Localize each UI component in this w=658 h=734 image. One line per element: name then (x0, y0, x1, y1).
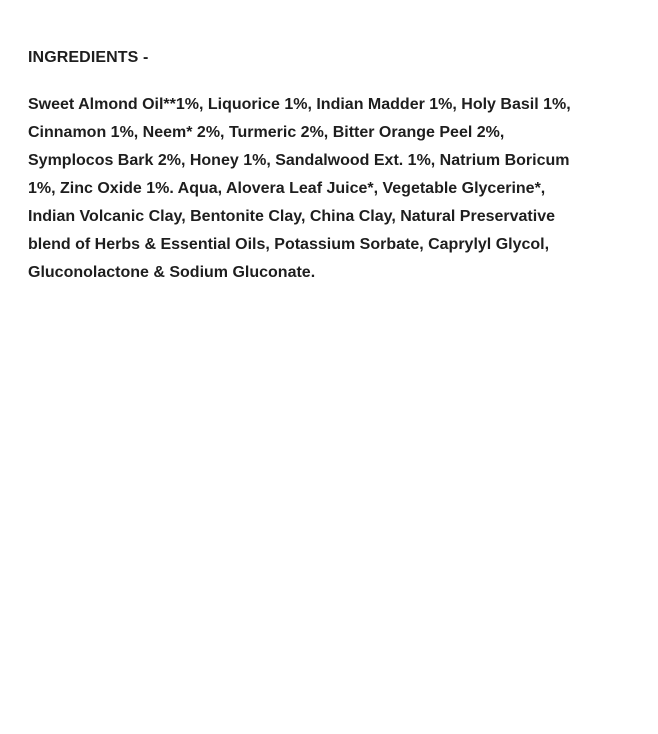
ingredients-line: Gluconolactone & Sodium Gluconate. (28, 264, 316, 281)
ingredients-line: blend of Herbs & Essential Oils, Potassium Sorbate, Caprylyl Glycol, (28, 236, 550, 253)
ingredients-line: Sweet Almond Oil**1%, Liquorice 1%, Indian Madder 1%, Holy Basil 1%, (28, 96, 571, 113)
ingredients-heading: INGREDIENTS - (28, 49, 149, 66)
ingredients-line: Indian Volcanic Clay, Bentonite Clay, China Clay, Natural Preservative (28, 208, 555, 225)
ingredients-line: 1%, Zinc Oxide 1%. Aqua, Alovera Leaf Juice*, Vegetable Glycerine*, (28, 180, 546, 197)
ingredients-line: Cinnamon 1%, Neem* 2%, Turmeric 2%, Bitter Orange Peel 2%, (28, 124, 505, 141)
ingredients-list (28, 91, 571, 287)
ingredients-line: Symplocos Bark 2%, Honey 1%, Sandalwood Ext. 1%, Natrium Boricum (28, 152, 570, 169)
